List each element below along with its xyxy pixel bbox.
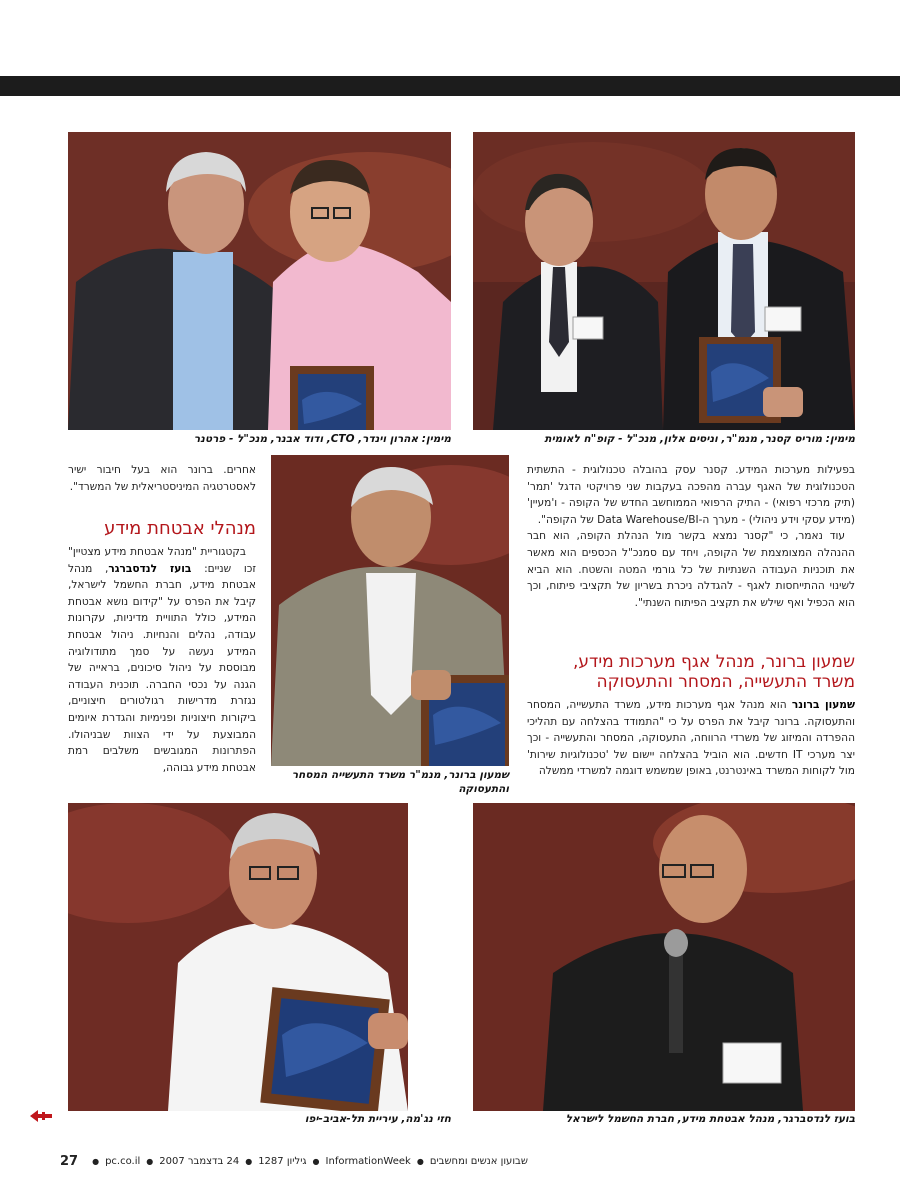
- footer-bullet: ●: [146, 1156, 154, 1166]
- caption-bottom-left: חזי נג'מה, עיריית תל-אביב-יפו: [304, 1113, 451, 1125]
- right-column-text-2: [527, 697, 855, 780]
- left-paragraph-2b: , מנהל אבטחת מידע, חברת החשמל לישראל, קיבל את הפרס על "קידום נושא אבטחת המידע, כולל התוויית מדיניות, עקרונות עבודה, נהלים והנחיות. ניהול אבטחת המידע נעשה על סמך מתודולוגיה מבוססת על ניהול סיכונים, בראייה של הגנה על נכסי החברה. תוכנית העבודה נגזרת מדרישות רגולטורים חיצוניים, ביקורות חיצוניות ופנימיות והגדרת איומים המבוצעת על ידי הצוות שבניהולו. הפתרונות המגובשים משלבים רמת אבטחת מידע גבוהה,: [68, 562, 256, 774]
- photo-top-left: [68, 132, 451, 430]
- caption-bottom-right: בועז לנדסברגר, מנהל אבטחת מידע, חברת החשמל לישראל: [565, 1113, 855, 1125]
- footer: [60, 1151, 840, 1171]
- landsberger-name: בועז לנדסברגר: [108, 562, 192, 575]
- footer-issue: גיליון 1287: [258, 1155, 307, 1167]
- footer-publisher: שבועון אנשים ומחשבים: [429, 1155, 528, 1167]
- bruner-lead: שמעון ברונר: [791, 699, 855, 711]
- footer-bullet: ●: [312, 1156, 320, 1166]
- photo-bottom-left: [68, 803, 451, 1111]
- footer-date: 24 בדצמבר 2007: [159, 1155, 240, 1167]
- caption-top-left: מימין: אהרון וינדר, CTO, ודוד אבנר, מנכ"ל - פרטנר: [193, 433, 451, 445]
- left-paragraph-2a: בקטגוריית "מנהל אבטחת מידע מצטיין" זכו שניים:: [68, 546, 256, 575]
- footer-bullet: ●: [416, 1156, 424, 1166]
- page-number: 27: [60, 1153, 79, 1169]
- arrow-left-icon: [30, 1110, 52, 1122]
- caption-top-right: מימין: מוריס קסנר, מנמ"ר, וניסים אלון, מנכ"ל - קופ"ח לאומית: [544, 433, 855, 445]
- footer-bullet: ●: [92, 1156, 100, 1166]
- footer-bullet: ●: [245, 1156, 253, 1166]
- right-paragraph-3: הוא מנהל אגף מערכות מידע, משרד התעשייה, המסחר והתעסוקה. ברונר קיבל את הפרס על כי "התמודד בהצלחה עם תהליכי ההפרדה והמיזוג של משרדי הרווחה, התעסוקה, המסחר והתעשייה - וכך יצר מערכי IT חדשים. הוא הוביל בהצלחה יישום של 'טכנולוגיות שירות' מול לקוחות המשרד באינטרנט, באופן שמשמש דוגמה למשרדי ממשלה: [527, 699, 855, 778]
- footer-site: pc.co.il: [105, 1155, 141, 1167]
- headline-bruner: שמעון ברונר, מנהל אגף מערכות מידע, משרד התעשייה, המסחר והתעסוקה: [573, 652, 855, 692]
- photo-top-right: [473, 132, 855, 430]
- left-paragraph-1: אחרים. ברונר הוא בעל חיבור ישיר לאסטרטגיה המיניסטריאלית של המשרד".: [68, 464, 256, 493]
- photo-middle: [271, 455, 509, 766]
- footer-brand: InformationWeek: [325, 1155, 411, 1167]
- left-column-text: [68, 462, 256, 495]
- photo-bottom-right: [473, 803, 855, 1111]
- top-bar: [0, 76, 900, 96]
- left-column-text-2: [68, 544, 256, 776]
- caption-middle: שמעון ברונר, מנמ"ר משרד התעשייה המסחר והתעסוקה: [291, 769, 509, 795]
- right-column-text: [527, 462, 855, 611]
- right-paragraph-2: עוד נאמר, כי "קסנר נמצא בקשר מול הנהלת הקופה, הוא חבר ההנהלה המצומצמת של הקופה, ויחד עם סמנכ"ל הכספים הוא מאשר את תוכניות העבודה השנתיות של כל גורמי המטה והשטח. הוא הביא לשינוי ההתייחסות לאגף - להגדלה ניכרת בשריון של תקציבי פיתוח, וכך הוא הכפיל ואף שילש את תקציב הפיתוח השנתי".: [527, 530, 855, 609]
- right-paragraph-1: בפעילות מערכות המידע. קסנר עסק בהובלה טכנולוגית - התשתית הטכנולוגית של האגף עברה מהפכה בעקבות שני פרויקטי הדגל 'תמר' (תיק מרכזי רפואי) - התיק הרפואי הממוחשב החדש של הקופה - ו'מעיין' (מידע עסקי וידע ניהולי) - מערך ה-Data Warehouse/BI של הקופה".: [527, 464, 855, 526]
- headline-security: מנהלי אבטחת מידע: [104, 518, 256, 539]
